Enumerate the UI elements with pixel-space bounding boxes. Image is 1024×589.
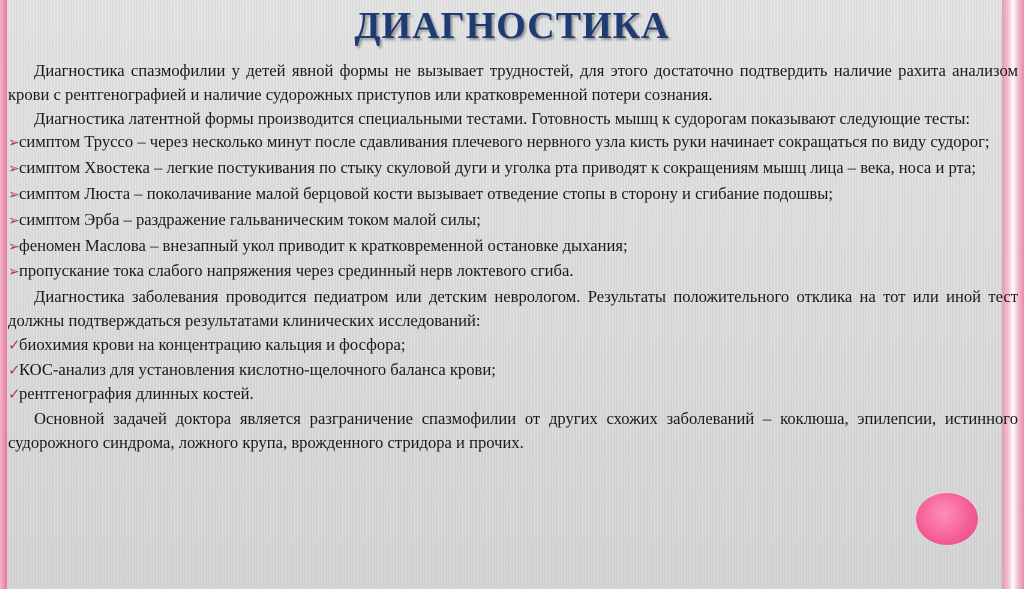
studies-list: [8, 333, 1018, 407]
paragraph-differential: Основной задачей доктора является разграничение спазмофилии от других схожих заболеваний – коклюша, эпилепсии, истинного судорожного синдрома, ложного крупа, врожденного стридора и прочих.: [8, 409, 1018, 452]
list-item: ➢симптом Люста – поколачивание малой берцовой кости вызывает отведение стопы в сторону и сгибание подошвы;: [8, 182, 1018, 208]
list-item: ➢симптом Хвостека – легкие постукивания по стыку скуловой дуги и уголка рта приводят к сокращениям мышц лица – века, носа и рта;: [8, 156, 1018, 182]
arrow-bullet-icon: ➢: [8, 186, 20, 203]
list-item: ➢симптом Труссо – через несколько минут после сдавливания плечевого нервного узла кисть руки начинает сокращаться по виду судорог;: [8, 130, 1018, 156]
arrow-bullet-icon: ➢: [8, 264, 20, 281]
arrow-bullet-icon: ➢: [8, 212, 20, 229]
slide-body: [8, 59, 1018, 455]
checkmark-bullet-icon: ✓: [8, 360, 21, 379]
list-item: ✓КОС-анализ для установления кислотно-щелочного баланса крови;: [8, 358, 1018, 383]
arrow-bullet-icon: ➢: [8, 238, 20, 255]
arrow-bullet-icon: ➢: [8, 161, 20, 178]
list-item: ✓рентгенография длинных костей.: [8, 382, 1018, 407]
left-decor-stripe: [0, 0, 7, 589]
list-item: ➢феномен Маслова – внезапный укол приводит к кратковременной остановке дыхания;: [8, 234, 1018, 260]
paragraph-diagnosis: Диагностика заболевания проводится педиатром или детским неврологом. Результаты положительного отклика на тот или иной тест должны подтверждаться результатами клинических исследований:: [8, 287, 1018, 330]
checkmark-bullet-icon: ✓: [8, 335, 21, 354]
slide-title: ДИАГНОСТИКА: [354, 5, 670, 47]
paragraph-explicit-form: Диагностика спазмофилии у детей явной формы не вызывает трудностей, для этого достаточно подтвердить наличие рахита анализом крови с рентгенографией и наличие судорожных приступов или кратковременной потери сознания.: [8, 61, 1018, 104]
list-item: ✓биохимия крови на концентрацию кальция и фосфора;: [8, 333, 1018, 358]
list-item: ➢пропускание тока слабого напряжения через срединный нерв локтевого сгиба.: [8, 259, 1018, 285]
tests-list: [8, 130, 1018, 285]
arrow-bullet-icon: ➢: [8, 135, 20, 152]
paragraph-latent-form: Диагностика латентной формы производится специальными тестами. Готовность мышц к судорогам показывают следующие тесты:: [34, 108, 971, 128]
list-item: ➢симптом Эрба – раздражение гальваническим током малой силы;: [8, 208, 1018, 234]
pink-circle-decoration: [915, 492, 979, 546]
checkmark-bullet-icon: ✓: [8, 385, 21, 404]
